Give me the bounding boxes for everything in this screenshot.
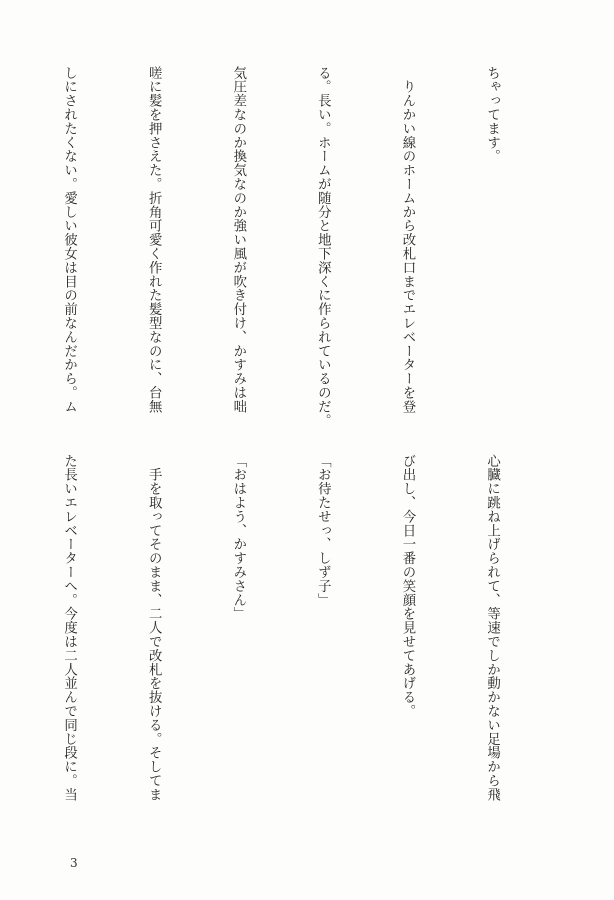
text-line: 心臓に跳ね上げられて、等速でしか動かない足場から飛 [484,454,500,802]
text-line: 手を取ってそのまま、二人で改札を抜ける。そしてま [146,454,162,802]
text-line: しにされたくない。愛しい彼女は目の前なんだから。ム [61,66,77,414]
page-number: 3 [70,856,78,870]
text-line: び出し、今日一番の笑顔を見せてあげる。 [399,454,415,719]
text-line: ちゃってます。 [484,66,500,164]
text-line: 嗟に髪を押さえた。折角可愛く作れた髪型なのに、台無 [146,66,162,414]
text-block-upper [0,66,562,450]
text-line: る。長い。ホームが随分と地下深くに作られているのだ。 [315,66,331,428]
text-block-lower [0,454,562,838]
text-line: 「お待たせっ、しず子」 [315,454,331,607]
text-line: りんかい線のホームから改札口までエレベーターを登 [399,66,415,414]
text-line: 気圧差なのか換気なのか強い風が吹き付け、かすみは咄 [230,66,246,414]
text-line: た長いエレベーターへ。今度は二人並んで同じ段に。当 [61,454,77,802]
text-line: 「おはよう、かすみさん」 [230,454,246,621]
